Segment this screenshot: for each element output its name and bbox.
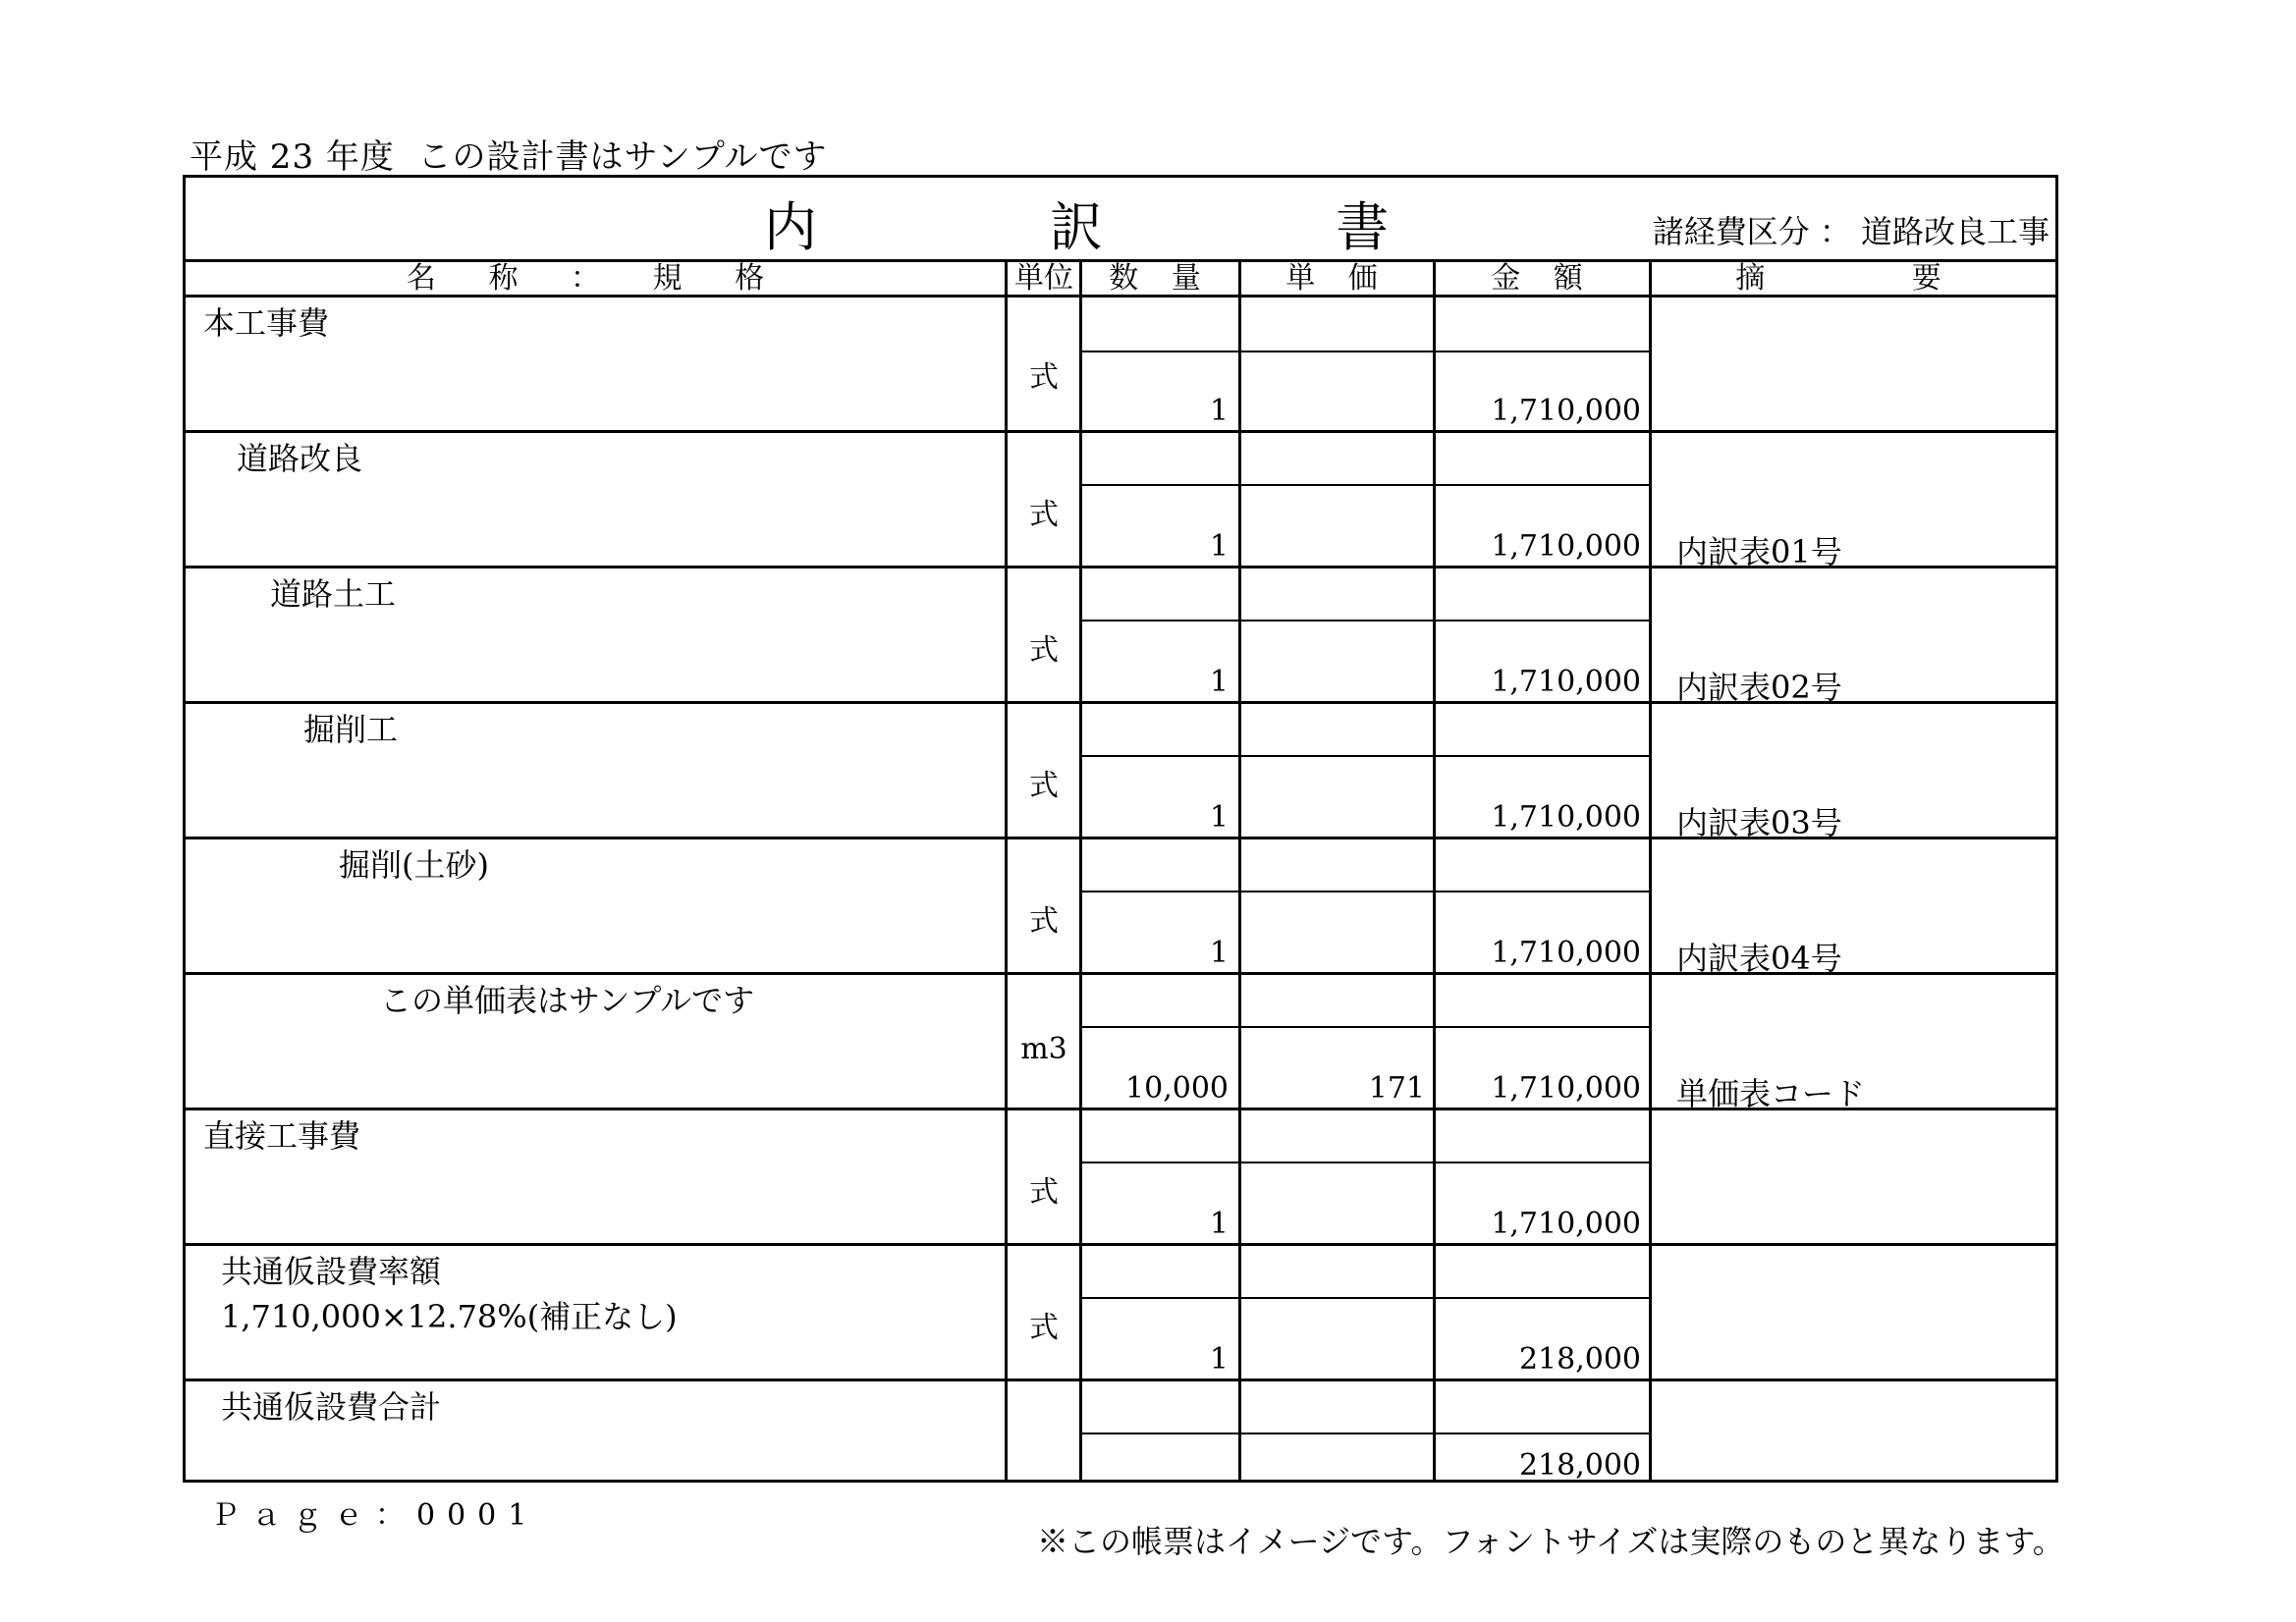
divider-price-amount <box>1433 262 1436 1483</box>
item-name: 本工事費 <box>203 304 330 342</box>
item-quantity: 1 <box>1209 529 1229 564</box>
col-header-unit: 単位 <box>1014 261 1073 296</box>
cell-inner-line <box>1079 1026 1651 1028</box>
item-unit: 式 <box>1029 1175 1059 1210</box>
item-quantity: 1 <box>1209 394 1229 428</box>
item-quantity: 1 <box>1209 1342 1229 1377</box>
item-unit: 式 <box>1029 498 1059 532</box>
document-header-line <box>190 130 827 178</box>
item-remarks: 内訳表01号 <box>1676 533 1842 570</box>
page-title: 内 訳 書 <box>763 196 1498 258</box>
divider-qty-price <box>1238 262 1241 1483</box>
cell-inner-line <box>1079 755 1651 757</box>
item-remarks: 内訳表04号 <box>1676 940 1842 977</box>
item-name: 直接工事費 <box>203 1117 361 1155</box>
item-unit: 式 <box>1029 1311 1059 1345</box>
title-row <box>186 178 2055 262</box>
item-amount: 1,710,000 <box>1491 1207 1641 1241</box>
cell-inner-line <box>1079 1433 1651 1434</box>
item-amount: 1,710,000 <box>1491 665 1641 699</box>
col-header-unit-price: 単 価 <box>1285 261 1390 296</box>
sample-note: この設計書はサンプルです <box>417 137 828 177</box>
divider-unit-qty <box>1079 262 1082 1483</box>
item-amount: 1,710,000 <box>1491 936 1641 970</box>
item-amount: 1,710,000 <box>1491 529 1641 564</box>
item-unit: m3 <box>1020 1032 1067 1066</box>
item-name: 共通仮設費率額 <box>221 1253 442 1290</box>
row-separator <box>186 1243 2055 1246</box>
fiscal-year: 平成 23 年度 <box>190 137 395 177</box>
col-header-amount: 金 額 <box>1491 261 1595 296</box>
cell-inner-line <box>1079 351 1651 352</box>
expense-category: 諸経費区分 ： 道路改良工事 <box>1652 213 2050 250</box>
item-amount: 1,710,000 <box>1491 394 1641 428</box>
item-spec: 1,710,000×12.78%(補正なし) <box>221 1298 678 1335</box>
item-remarks: 内訳表03号 <box>1676 804 1842 841</box>
item-unit: 式 <box>1029 769 1059 803</box>
breakdown-sheet <box>183 175 2058 1483</box>
cell-inner-line <box>1079 891 1651 892</box>
item-quantity: 1 <box>1209 1207 1229 1241</box>
page-number: Ｐａｇｅ：0001 <box>210 1498 539 1533</box>
cell-inner-line <box>1079 1162 1651 1163</box>
item-remarks: 単価表コード <box>1676 1075 1866 1112</box>
item-name: この単価表はサンプルです <box>380 982 755 1019</box>
cell-inner-line <box>1079 620 1651 622</box>
item-quantity: 1 <box>1209 665 1229 699</box>
item-amount: 1,710,000 <box>1491 800 1641 835</box>
divider-amount-remarks <box>1649 262 1652 1483</box>
disclaimer-note: ※この帳票はイメージです。フォントサイズは実際のものと異なります。 <box>1037 1523 2064 1560</box>
item-name: 掘削(土砂) <box>339 846 489 884</box>
item-unit: 式 <box>1029 633 1059 668</box>
item-quantity: 1 <box>1209 800 1229 835</box>
item-unit-price: 171 <box>1368 1071 1425 1106</box>
column-header-row <box>186 262 2055 297</box>
item-name: 掘削工 <box>303 711 399 748</box>
col-header-remarks: 摘 要 <box>1735 261 2010 296</box>
item-amount: 218,000 <box>1518 1448 1641 1483</box>
item-name: 道路改良 <box>237 440 363 477</box>
item-name: 道路土工 <box>270 575 397 613</box>
item-amount: 1,710,000 <box>1491 1071 1641 1106</box>
divider-name-unit <box>1005 262 1008 1483</box>
col-header-quantity: 数 量 <box>1109 261 1213 296</box>
col-header-name: 名 称 ： 規 格 <box>406 261 787 296</box>
item-amount: 218,000 <box>1518 1342 1641 1377</box>
item-unit: 式 <box>1029 904 1059 939</box>
row-separator <box>186 1379 2055 1381</box>
row-separator <box>186 430 2055 433</box>
item-unit: 式 <box>1029 360 1059 395</box>
item-name: 共通仮設費合計 <box>221 1388 442 1426</box>
item-remarks: 内訳表02号 <box>1676 669 1842 706</box>
item-quantity: 10,000 <box>1125 1071 1229 1106</box>
cell-inner-line <box>1079 1297 1651 1299</box>
cell-inner-line <box>1079 484 1651 486</box>
item-quantity: 1 <box>1209 936 1229 970</box>
